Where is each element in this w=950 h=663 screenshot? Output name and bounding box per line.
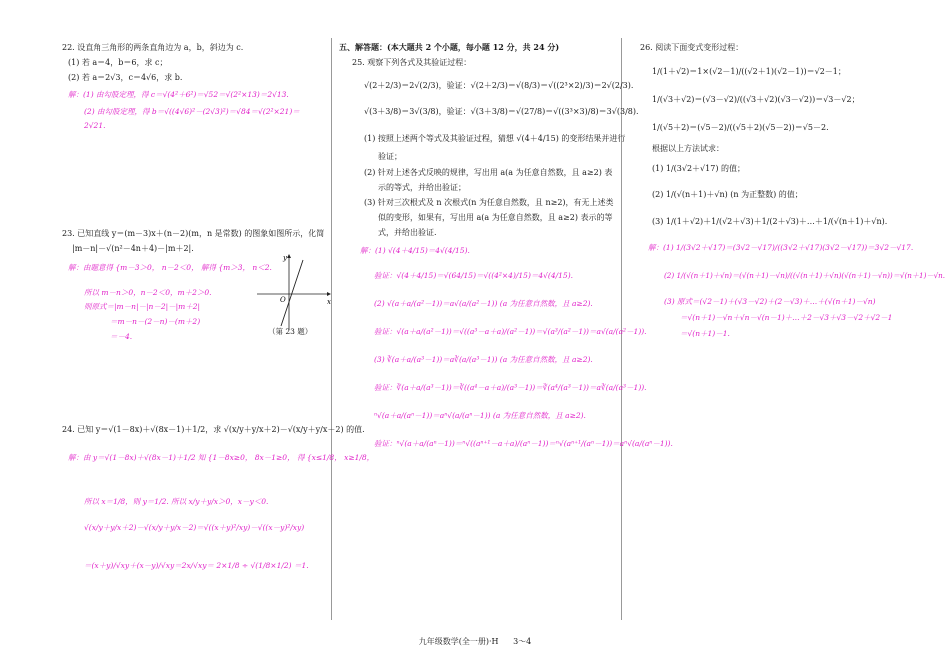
q26-try: 根据以上方法试求： bbox=[652, 144, 724, 153]
q25-part3: (3) 针对三次根式及 n 次根式(n 为任意自然数，且 n≥2)，有无上述类 bbox=[364, 198, 614, 207]
q25-example-1: √(2＋2/3)＝2√(2/3)，验证：√(2＋2/3)＝√(8/3)＝√((2³×2)/3)＝2√(2/3). bbox=[364, 81, 634, 90]
axis-y-label: y bbox=[283, 254, 287, 262]
q26-stem: 26. 阅读下面变式变形过程： bbox=[640, 43, 744, 52]
q26-answer-5: ＝√(n＋1)－1. bbox=[680, 329, 730, 338]
q22-part1: (1) 若 a＝4，b＝6，求 c； bbox=[68, 58, 168, 67]
graph-line bbox=[281, 260, 303, 326]
q26-example-2: 1/(√3＋√2)＝(√3－√2)/((√3＋√2)(√3－√2))＝√3－√2； bbox=[652, 95, 860, 104]
section-heading: 五、解答题：(本大题共 2 个小题，每小题 12 分，共 24 分) bbox=[339, 42, 560, 52]
q26-answer-3: (3) 原式＝(√2－1)＋(√3－√2)＋(2－√3)＋…＋(√(n＋1)－√n) bbox=[664, 297, 876, 306]
footer-page-numbers: 3～4 bbox=[513, 637, 532, 646]
q23-answer-1: 解：由题意得 {m－3＞0， n－2＜0， 解得 {m＞3， n＜2. bbox=[68, 263, 272, 272]
q23-answer-3: 则原式＝|m－n|－|n－2|－|m＋2| bbox=[84, 302, 201, 311]
q25-stem: 25. 观察下列各式及其验证过程： bbox=[352, 58, 472, 67]
q23-stem: 23. 已知直线 y＝(m－3)x＋(n－2)(m，n 是常数) 的图象如图所示，化简 bbox=[62, 229, 325, 238]
q24-stem: 24. 已知 y＝√(1－8x)＋√(8x－1)＋1/2，求 √(x/y＋y/x＋2)－√(x/y＋y/x－2) 的值. bbox=[62, 425, 365, 434]
q25-part3-b: 似的变形，如果有，写出用 a(a 为任意自然数，且 a≥2) 表示的等 bbox=[378, 213, 613, 222]
q26-example-3: 1/(√5＋2)＝(√5－2)/((√5＋2)(√5－2))＝√5－2. bbox=[652, 123, 829, 132]
y-axis-arrow-icon bbox=[287, 254, 291, 258]
q23-answer-5: ＝－4. bbox=[110, 332, 133, 341]
q24-answer-1: 解：由 y＝√(1－8x)＋√(8x－1)＋1/2 知 {1－8x≥0， 8x－1≥0， 得 {x≤1/8， x≥1/8， bbox=[68, 453, 375, 462]
q25-answer-4: 验证：√(a＋a/(a²－1))＝√((a³－a＋a)/(a²－1))＝√(a³/(a²－1))＝a√(a/(a²－1)). bbox=[374, 327, 647, 336]
q26-part1: (1) 1/(3√2＋√17) 的值； bbox=[652, 164, 745, 173]
q22-stem: 22. 设直角三角形的两条直角边为 a，b，斜边为 c. bbox=[62, 43, 244, 52]
q25-part3-c: 式，并给出验证. bbox=[378, 228, 437, 237]
q25-example-2: √(3＋3/8)＝3√(3/8)，验证：√(3＋3/8)＝√(27/8)＝√((3³×3)/8)＝3√(3/8). bbox=[364, 107, 639, 116]
q22-part2: (2) 若 a＝2√3，c＝4√6，求 b. bbox=[68, 73, 183, 82]
x-axis-arrow-icon bbox=[327, 292, 331, 296]
q25-part2: (2) 针对上述各式反映的规律，写出用 a(a 为任意自然数，且 a≥2) 表 bbox=[364, 168, 613, 177]
q23-stem-2: |m－n|－√(n²－4n＋4)－|m＋2|. bbox=[72, 244, 194, 253]
origin-label: O bbox=[280, 296, 286, 304]
q25-part1: (1) 按照上述两个等式及其验证过程，猜想 √(4＋4/15) 的变形结果并进行 bbox=[364, 134, 626, 143]
q22-answer-1: 解：(1) 由勾股定理，得 c＝√(4²＋6²)＝√52＝√(2²×13)＝2√13. bbox=[68, 90, 289, 99]
q25-answer-3: (2) √(a＋a/(a²－1))＝a√(a/(a²－1)) (a 为任意自然数，且 a≥2). bbox=[374, 299, 593, 308]
q24-answer-4: ＝(x＋y)/√xy＋(x－y)/√xy＝2x/√xy＝ 2×1/8 ÷ √(1/8×1/2) ＝1. bbox=[84, 561, 309, 570]
q23-answer-4: ＝m－n－(2－n)－(m＋2) bbox=[110, 317, 201, 326]
q23-figure bbox=[255, 252, 335, 332]
page-footer bbox=[0, 636, 950, 647]
q22-answer-2: (2) 由勾股定理，得 b＝√((4√6)²－(2√3)²)＝√84＝√(2²×21)＝ bbox=[84, 107, 300, 116]
q22-answer-3: 2√21. bbox=[84, 121, 106, 130]
q24-answer-3: √(x/y＋y/x＋2)－√(x/y＋y/x－2)＝√((x＋y)²/xy)－√((x－y)²/xy) bbox=[84, 523, 305, 532]
q25-answer-2: 验证：√(4＋4/15)＝√(64/15)＝√((4²×4)/15)＝4√(4/15). bbox=[374, 271, 574, 280]
q25-part2-b: 示的等式，并给出验证； bbox=[378, 183, 466, 192]
axis-x-label: x bbox=[327, 298, 331, 306]
q26-answer-2: (2) 1/(√(n＋1)＋√n)＝(√(n＋1)－√n)/((√(n＋1)＋√n)(√(n＋1)－√n))＝√(n＋1)－√n. bbox=[664, 271, 946, 280]
q25-answer-7: ⁿ√(a＋a/(aⁿ－1))＝aⁿ√(a/(aⁿ－1)) (a 为任意自然数，且 a≥2). bbox=[374, 411, 586, 420]
q26-part3: (3) 1/(1＋√2)＋1/(√2＋√3)＋1/(2＋√3)＋…＋1/(√(n＋1)＋√n). bbox=[652, 217, 888, 226]
q26-part2: (2) 1/(√(n＋1)＋√n) (n 为正整数) 的值； bbox=[652, 190, 803, 199]
q24-answer-2: 所以 x＝1/8，则 y＝1/2. 所以 x/y＋y/x＞0，x－y＜0. bbox=[84, 497, 269, 506]
q23-figure-caption: （第 23 题） bbox=[268, 327, 313, 336]
q25-part1-b: 验证； bbox=[378, 152, 402, 161]
q25-answer-6: 验证：∛(a＋a/(a³－1))＝∛((a⁴－a＋a)/(a³－1))＝∛(a⁴/(a³－1))＝a∛(a/(a³－1)). bbox=[374, 383, 647, 392]
q23-answer-2: 所以 m－n＞0，n－2＜0，m＋2＞0. bbox=[84, 288, 212, 297]
footer-title: 九年级数学(全一册)·H bbox=[418, 637, 499, 646]
q26-example-1: 1/(1＋√2)＝1×(√2－1)/((√2＋1)(√2－1))＝√2－1； bbox=[652, 67, 846, 76]
q26-answer-1: 解：(1) 1/(3√2＋√17)＝(3√2－√17)/((3√2＋√17)(3√2－√17))＝3√2－√17. bbox=[648, 243, 914, 252]
q25-answer-8: 验证：ⁿ√(a＋a/(aⁿ－1))＝ⁿ√((aⁿ⁺¹－a＋a)/(aⁿ－1))＝ⁿ√(aⁿ⁺¹/(aⁿ－1))＝aⁿ√(a/(aⁿ－1)). bbox=[374, 439, 673, 448]
q26-answer-4: ＝√(n＋1)－√n＋√n－√(n－1)＋…＋2－√3＋√3－√2＋√2－1 bbox=[680, 313, 893, 322]
q25-answer-1: 解：(1) √(4＋4/15)＝4√(4/15). bbox=[360, 246, 470, 255]
q25-answer-5: (3) ∛(a＋a/(a³－1))＝a∛(a/(a³－1)) (a 为任意自然数，且 a≥2). bbox=[374, 355, 593, 364]
